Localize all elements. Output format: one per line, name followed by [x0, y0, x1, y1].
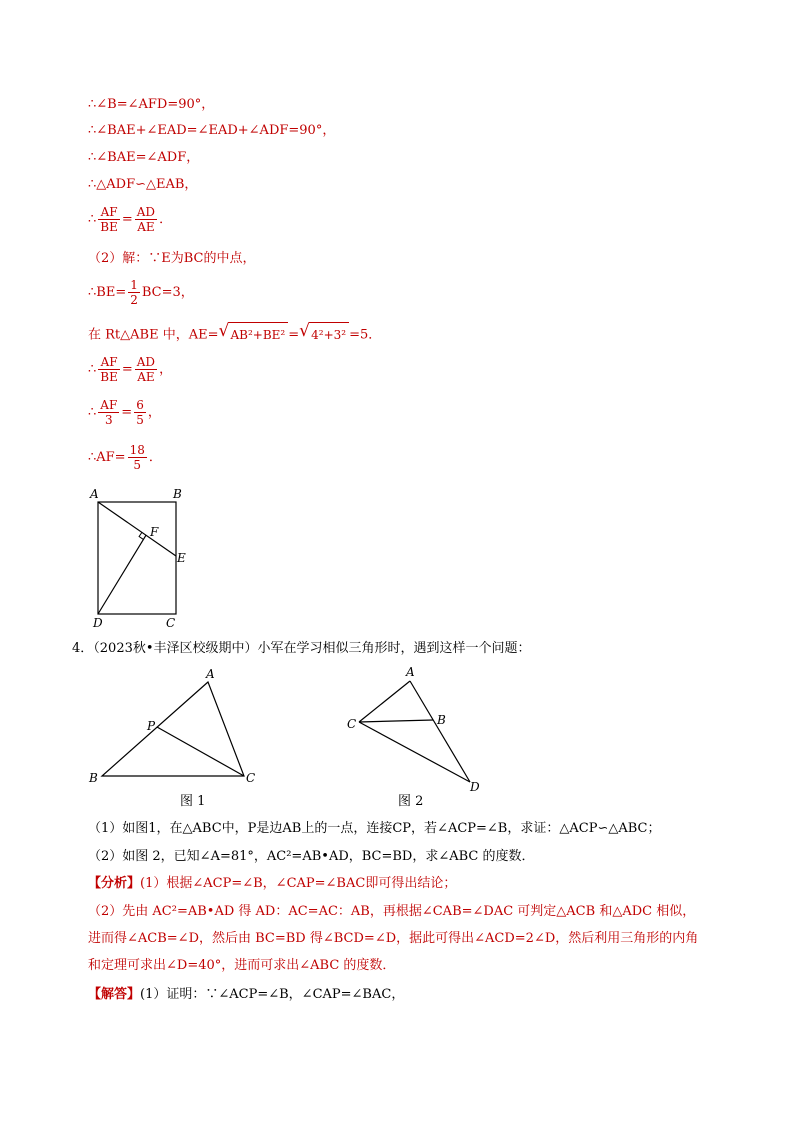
line-prefix: ∴ [88, 362, 97, 377]
denominator: AE [137, 220, 155, 234]
segment-ad [410, 681, 470, 782]
fraction [98, 355, 120, 384]
question-1: （1）如图1，在△ABC中，P是边AB上的一点，连接CP，若∠ACP=∠B，求证：△ACP∽△ABC； [88, 821, 661, 836]
line-prefix: ∴ [88, 212, 97, 227]
label-c: C [347, 717, 357, 731]
label-d: D [470, 780, 480, 794]
solution-line-11 [88, 441, 162, 475]
sqrt-symbol: √ [218, 321, 230, 341]
equals: = [288, 327, 300, 343]
segment-df [98, 535, 146, 614]
fraction [98, 398, 119, 427]
denominator: AE [137, 370, 155, 384]
sqrt-symbol: √ [299, 321, 310, 341]
rectangle-figure [84, 484, 204, 632]
line-end: ． [148, 450, 162, 465]
square-root [299, 322, 349, 348]
fraction [135, 205, 157, 234]
label-b: B [437, 713, 446, 727]
label-b: B [89, 771, 98, 785]
label-c: C [166, 616, 176, 630]
label-a: A [406, 665, 415, 679]
solution-line-2: ∴∠BAE+∠EAD=∠EAD+∠ADF=90°， [88, 123, 336, 138]
numerator: AF [98, 205, 120, 220]
denominator: 5 [133, 458, 142, 472]
numerator: 1 [130, 278, 138, 292]
label-a: A [206, 667, 215, 681]
line-prefix: ∴AF= [88, 450, 126, 465]
label-d: D [93, 616, 103, 630]
denominator: 2 [130, 293, 138, 307]
line-suffix: =5． [349, 327, 382, 343]
solution-line-7 [88, 276, 194, 310]
segment-cp [157, 727, 244, 776]
fraction [135, 355, 157, 384]
problem-4-header: 4．（2023秋•丰泽区校级期中）小军在学习相似三角形时，遇到这样一个问题： [72, 641, 531, 656]
solution-line-9: ∴ $\frac{AF}{BE}$ = $\frac{AD}{AE}$ ， [88, 355, 173, 384]
segment-cd [359, 722, 470, 782]
figure-2 [340, 662, 490, 796]
square-root [218, 322, 288, 348]
numerator: AD [136, 355, 156, 369]
label-b: B [173, 487, 182, 501]
solution-line-8 [88, 322, 381, 348]
solution-line-3: ∴∠BAE=∠ADF， [88, 150, 200, 165]
label-f: F [150, 525, 159, 539]
solution-line-4: ∴△ADF∽△EAB， [88, 177, 198, 192]
answer-line-1 [88, 986, 404, 1004]
line-suffix: BC=3， [141, 285, 194, 300]
question-2: （2）如图 2，已知∠A=81°，AC²=AB•AD，BC=BD，求∠ABC 的度数． [88, 849, 535, 864]
solution-line-1: ∴∠B=∠AFD=90°， [88, 97, 215, 112]
triangle-abc [102, 682, 244, 776]
figure-1-caption: 图 1 [180, 794, 206, 809]
fraction [98, 205, 120, 234]
denominator: 3 [104, 413, 113, 427]
answer-tag: 【解答】 [88, 987, 141, 1002]
segment-cb [359, 720, 433, 722]
label-c: C [246, 771, 256, 785]
denominator: BE [100, 220, 118, 234]
radicand: 4²+3² [309, 322, 349, 347]
fraction [134, 398, 146, 427]
rectangle-abcd [98, 502, 176, 614]
label-e: E [177, 551, 186, 565]
radicand: AB²+BE² [228, 322, 288, 347]
solution-line-5: ∴ $\frac{AF}{BE}$ = $\frac{AD}{AE}$ ． [88, 205, 173, 234]
fraction [128, 278, 140, 307]
segment-ac [359, 681, 410, 722]
solution-line-10: ∴ $\frac{AF}{3}$ = $\frac{6}{5}$ ， [88, 398, 161, 427]
numerator: 6 [136, 398, 144, 412]
analysis-paragraph-2: （2）先由 AC²=AB•AD 得 AD：AC=AC：AB，再根据∠CAB=∠DAC 可判定△ACB 和△ADC 相似，进而得∠ACB=∠D，然后由 BC=BD 得∠BCD=∠D，据此可得出∠ACD=2∠D，然后利用三角形的内角和定理可求出∠D=40°，进而可求出∠ABC 的度数． [88, 904, 699, 973]
numerator: 18 [129, 443, 145, 457]
line-prefix: ∴BE= [88, 285, 127, 300]
analysis-line-1 [88, 875, 456, 893]
line-prefix: 在 Rt△ABE 中，AE= [88, 327, 219, 343]
denominator: 5 [136, 413, 144, 427]
numerator: AF [98, 355, 120, 370]
analysis-text-1: (1）根据∠ACP=∠B，∠CAP=∠BAC即可得出结论； [140, 876, 457, 891]
analysis-tag: 【分析】 [88, 876, 141, 891]
denominator: BE [100, 370, 118, 384]
line-end: ， [159, 362, 173, 377]
numerator: AD [136, 205, 156, 219]
segment-ae [98, 502, 176, 556]
figure-2-caption: 图 2 [398, 794, 424, 809]
solution-line-6: （2）解：∵E为BC的中点， [88, 251, 256, 266]
line-prefix: ∴ [88, 405, 97, 420]
figure-1 [84, 664, 264, 788]
numerator: AF [100, 398, 118, 412]
fraction [128, 443, 147, 472]
line-end: ． [159, 212, 173, 227]
answer-text-1: (1）证明：∵∠ACP=∠B，∠CAP=∠BAC， [140, 987, 405, 1002]
line-end: ， [147, 405, 161, 420]
label-a: A [90, 487, 99, 501]
label-p: P [147, 719, 156, 733]
